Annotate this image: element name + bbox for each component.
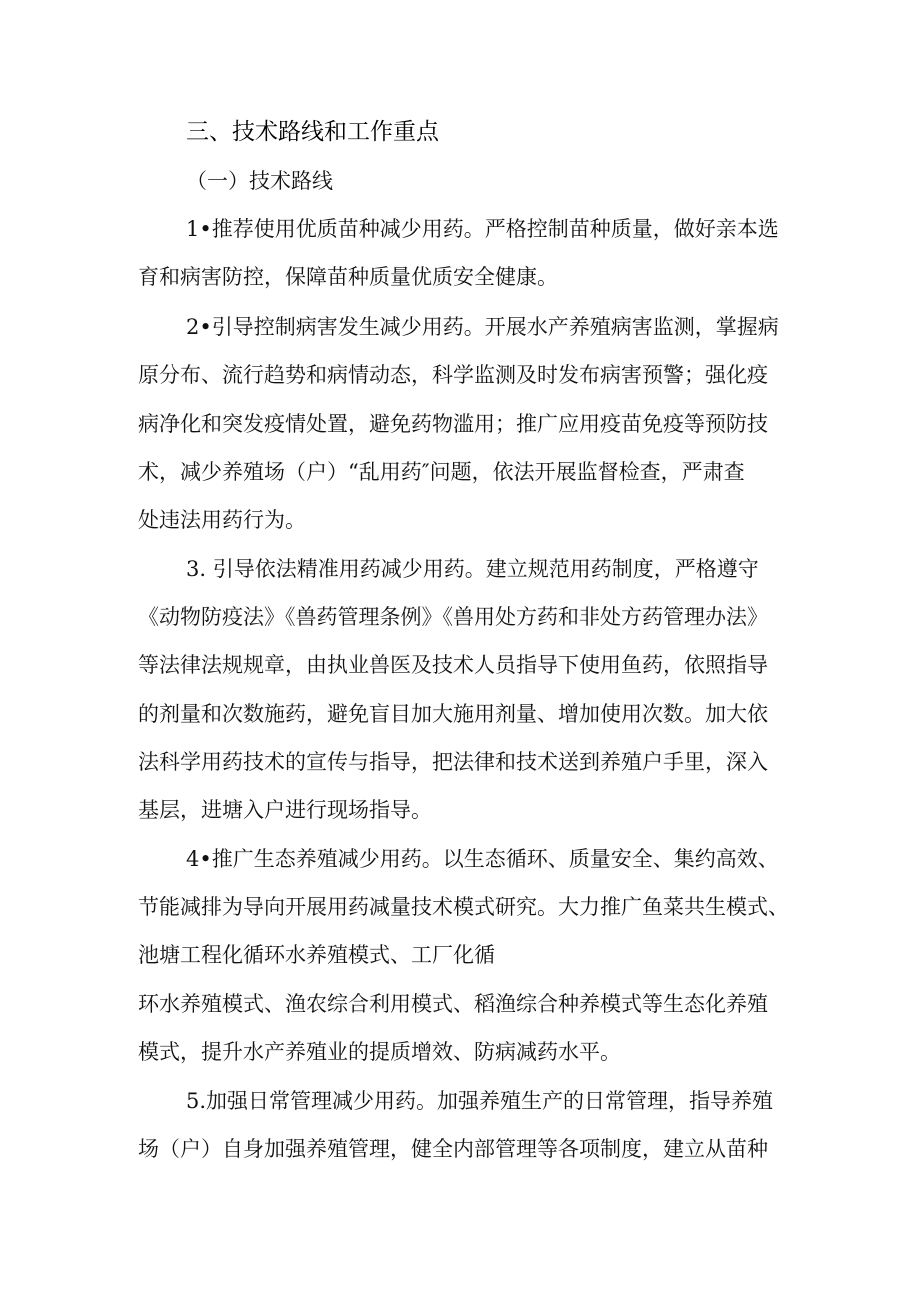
paragraph-1-line-2: 育和病害防控，保障苗种质量优质安全健康。: [138, 265, 558, 289]
paragraph-3-line-2: 《动物防疫法》《兽药管理条例》《兽用处方药和非处方药管理办法》: [138, 605, 768, 629]
paragraph-3-line-6: 基层，进塘入户进行现场指导。: [138, 798, 432, 822]
paragraph-2-line-5: 处违法用药行为。: [138, 508, 306, 532]
paragraph-4-line-3: 池塘工程化循环水养殖模式、工厂化循: [138, 943, 495, 967]
paragraph-2-line-1: 2•引导控制病害发生减少用药。开展水产养殖病害监测，掌握病: [186, 315, 779, 339]
paragraph-4-line-5: 模式，提升水产养殖业的提质增效、防病减药水平。: [138, 1040, 621, 1064]
paragraph-4-line-2: 节能减排为导向开展用药减量技术模式研究。大力推广鱼菜共生模式、: [138, 895, 789, 919]
paragraph-4-line-4: 环水养殖模式、渔农综合利用模式、稻渔综合种养模式等生态化养殖: [138, 992, 768, 1016]
paragraph-4-line-1: 4•推广生态养殖减少用药。以生态循环、质量安全、集约高效、: [186, 847, 779, 871]
section-title: 三、技术路线和工作重点: [186, 119, 439, 145]
subsection-title: （一）技术路线: [186, 169, 333, 193]
paragraph-3-line-4: 的剂量和次数施药，避免盲目加大施用剂量、增加使用次数。加大依: [138, 702, 768, 726]
paragraph-3-line-1: 3. 引导依法精准用药减少用药。建立规范用药制度，严格遵守: [186, 557, 759, 581]
paragraph-2-line-3: 病净化和突发疫情处置，避免药物滥用；推广应用疫苗免疫等预防技: [138, 412, 768, 436]
paragraph-2-line-2: 原分布、流行趋势和病情动态，科学监测及时发布病害预警；强化疫: [138, 363, 768, 387]
paragraph-3-line-3: 等法律法规规章，由执业兽医及技术人员指导下使用鱼药，依照指导: [138, 653, 768, 677]
paragraph-2-line-4: 术，减少养殖场（户）“乱用药″问题，依法开展监督检查，严肃查: [138, 460, 745, 484]
paragraph-5-line-1: 5.加强日常管理减少用药。加强养殖生产的日常管理，指导养殖: [186, 1089, 774, 1113]
paragraph-5-line-2: 场（户）自身加强养殖管理，健全内部管理等各项制度，建立从苗种: [138, 1137, 768, 1161]
paragraph-3-line-5: 法科学用药技术的宣传与指导，把法律和技术送到养殖户手里，深入: [138, 750, 768, 774]
paragraph-1-line-1: 1•推荐使用优质苗种减少用药。严格控制苗种质量，做好亲本选: [186, 217, 779, 241]
